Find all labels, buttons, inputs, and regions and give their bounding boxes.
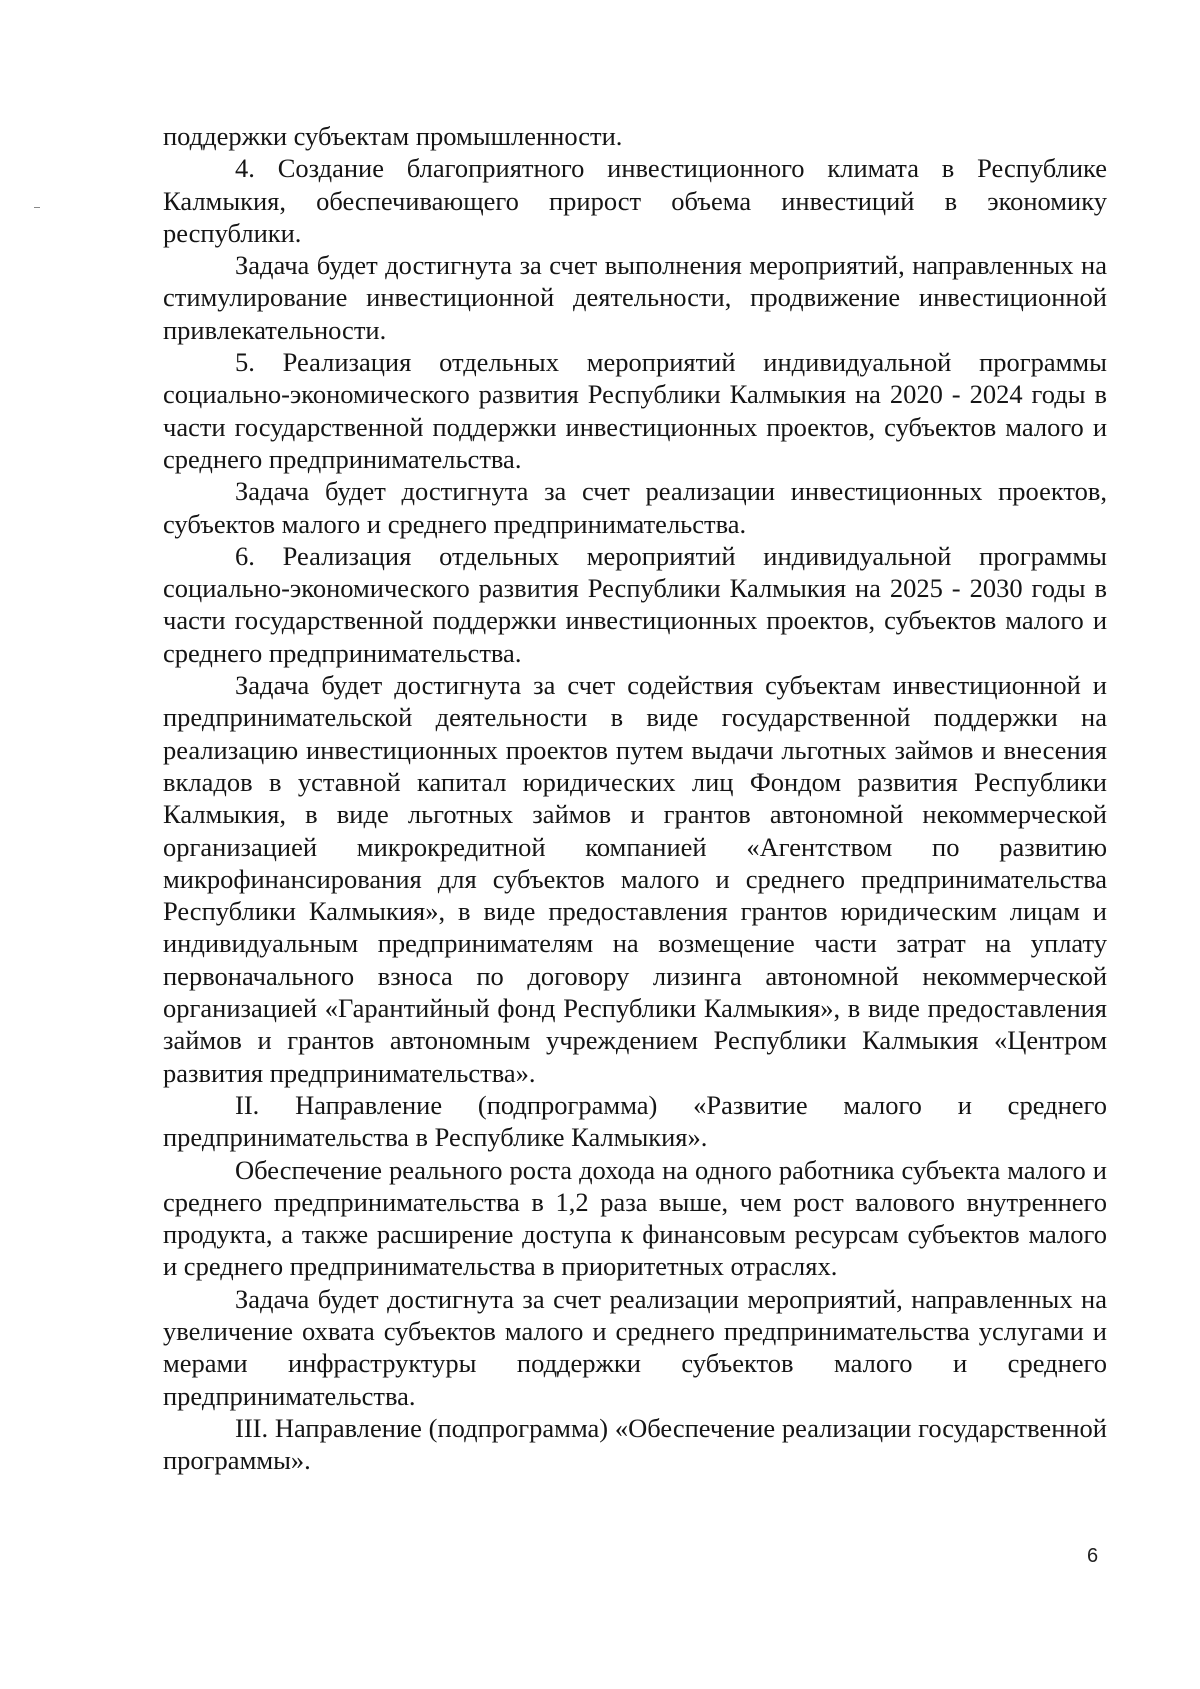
paragraph-item-5-task: Задача будет достигнута за счет реализации инвестиционных проектов, субъектов малого и среднего предпринимательства. (163, 476, 1107, 539)
paragraph-continuation: поддержки субъектам промышленности. (163, 121, 623, 151)
paragraph-section-2-goal: Обеспечение реального роста дохода на одного работника субъекта малого и среднего предпринимательства в 1,2 раза выше, чем рост валового внутреннего продукта, а также расширение доступа к финансовым ресурсам субъектов малого и среднего предпринимательства в приоритетных отраслях. (163, 1154, 1107, 1282)
page-number: 6 (1087, 1545, 1099, 1567)
document-body (163, 120, 1107, 1476)
paragraph-section-2: II. Направление (подпрограмма) «Развитие малого и среднего предпринимательства в Республике Калмыкия». (163, 1089, 1107, 1153)
paragraph-item-5: 5. Реализация отдельных мероприятий индивидуальной программы социально-экономического развития Республики Калмыкия на 2020 - 2024 годы в части государственной поддержки инвестиционных проектов, субъектов малого и среднего предпринимательства. (163, 347, 1107, 474)
paragraph-section-3: III. Направление (подпрограмма) «Обеспечение реализации государственной программы». (163, 1412, 1107, 1476)
paragraph-item-4: 4. Создание благоприятного инвестиционного климата в Республике Калмыкия, обеспечивающего прирост объема инвестиций в экономику республики. (163, 153, 1107, 248)
paragraph-item-4-task: Задача будет достигнута за счет выполнения мероприятий, направленных на стимулирование инвестиционной деятельности, продвижение инвестиционной привлекательности. (163, 250, 1107, 345)
paragraph-item-6: 6. Реализация отдельных мероприятий индивидуальной программы социально-экономического развития Республики Калмыкия на 2025 - 2030 годы в части государственной поддержки инвестиционных проектов, субъектов малого и среднего предпринимательства. (163, 540, 1107, 668)
paragraph-item-6-task: Задача будет достигнута за счет содействия субъектам инвестиционной и предпринимательской деятельности в виде государственной поддержки на реализацию инвестиционных проектов путем выдачи льготных займов и внесения вкладов в уставной капитал юридических лиц Фондом развития Республики Калмыкия, в виде льготных займов и грантов автономной некоммерческой организацией микрокредитной компанией «Агентством по развитию микрофинансирования для субъектов малого и среднего предпринимательства Республики Калмыкия», в виде предоставления грантов юридическим лицам и индивидуальным предпринимателям на возмещение части затрат на уплату первоначального взноса по договору лизинга автономной некоммерческой организацией «Гарантийный фонд Республики Калмыкия», в виде предоставления займов и грантов автономным учреждением Республики Калмыкия «Центром развития предпринимательства». (163, 670, 1107, 1088)
scan-margin-mark (34, 207, 40, 208)
paragraph-section-2-task: Задача будет достигнута за счет реализации мероприятий, направленных на увеличение охвата субъектов малого и среднего предпринимательства услугами и мерами инфраструктуры поддержки субъектов малого и среднего предпринимательства. (163, 1283, 1107, 1411)
